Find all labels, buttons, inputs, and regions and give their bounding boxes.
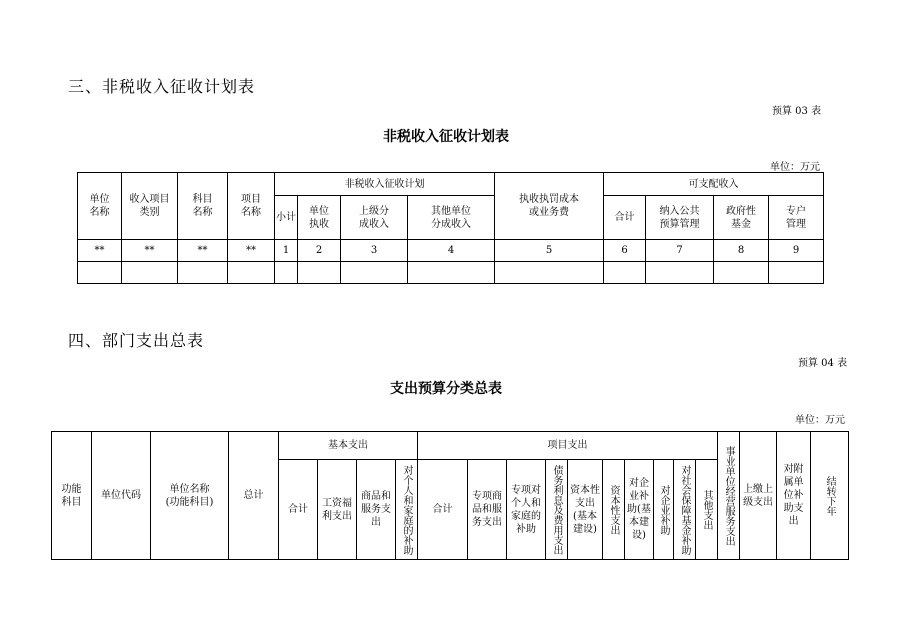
col-total: 合计 [604,196,646,240]
code-cell: 4 [408,240,495,262]
col-unit-name: 单位 名称 [78,173,122,240]
section3-unit: 单位：万元 [770,162,820,173]
group-nontax-plan: 非税收入征收计划 [275,173,495,196]
section4-unit: 单位：万元 [795,415,845,426]
col-unit-code: 单位代码 [92,432,151,560]
col-special-personal: 专项对 个人和 家庭的 补助 [507,460,546,560]
nontax-plan-table [77,172,824,284]
col-capital-basic: 资本性 支出 (基本 建设) [568,460,603,560]
section3-title: 非税收入征收计划表 [383,129,509,145]
section4-table-number: 预算 04 表 [798,358,848,369]
table-row-codes [78,240,824,262]
col-wages: 工资福 利支出 [318,460,357,560]
col-enterprise: 对企业补助 [654,460,674,560]
expenditure-summary-table [51,431,849,560]
col-personal-subsidy: 对个人和家庭的补助 [396,460,418,560]
col-subject-name: 科目 名称 [178,173,228,240]
col-goods-services: 商品和 服务支 出 [357,460,396,560]
table-row-empty [78,262,824,284]
col-unit-name: 单位名称 (功能科目) [151,432,229,560]
col-grand-total: 总计 [229,432,279,560]
col-other: 其他支出 [696,460,718,560]
code-cell: 8 [714,240,769,262]
col-subtotal: 小计 [275,196,298,240]
code-cell: ** [228,240,275,262]
code-cell: ** [178,240,228,262]
col-project-total: 合计 [418,460,468,560]
col-func-subject: 功能 科目 [52,432,92,560]
col-carry-over: 结转下年 [811,432,849,560]
code-cell: 1 [275,240,298,262]
col-enforce-cost: 执收执罚成本 或业务费 [495,173,604,240]
code-cell: 2 [298,240,341,262]
section4-heading: 四、部门支出总表 [68,331,205,350]
code-cell: 3 [341,240,408,262]
col-higher-share: 上级分 成收入 [341,196,408,240]
col-unit-collect: 单位 执收 [298,196,341,240]
col-affiliated-subsidy: 对附 属单 位补 助支 出 [777,432,811,560]
col-special-account: 专户 管理 [769,196,824,240]
code-cell: 7 [646,240,714,262]
col-basic-total: 合计 [279,460,318,560]
col-public-budget: 纳入公共 预算管理 [646,196,714,240]
group-project-expenditure: 项目支出 [418,432,718,460]
code-cell: ** [122,240,178,262]
code-cell: 6 [604,240,646,262]
code-cell: 5 [495,240,604,262]
group-disposable-income: 可支配收入 [604,173,824,196]
col-item-name: 项目 名称 [228,173,275,240]
col-business-service: 事业单位经营服务支出 [718,432,740,560]
group-basic-expenditure: 基本支出 [279,432,418,460]
col-gov-fund: 政府性 基金 [714,196,769,240]
section4-title: 支出预算分类总表 [390,381,502,397]
col-remit-higher: 上缴上 级支出 [740,432,777,560]
col-special-goods: 专项商 品和服 务支出 [468,460,507,560]
col-capital: 资本性支出 [603,460,625,560]
section3-heading: 三、非税收入征收计划表 [68,77,256,96]
code-cell: ** [78,240,122,262]
col-income-category: 收入项目 类别 [122,173,178,240]
col-other-share: 其他单位 分成收入 [408,196,495,240]
col-debt-interest: 债务利息及费用支出 [546,460,568,560]
col-social-security: 对社会保障基金补助 [674,460,696,560]
section3-table-number: 预算 03 表 [772,106,822,117]
col-enterprise-basic: 对企 业补 助(基 本建 设) [625,460,654,560]
code-cell: 9 [769,240,824,262]
